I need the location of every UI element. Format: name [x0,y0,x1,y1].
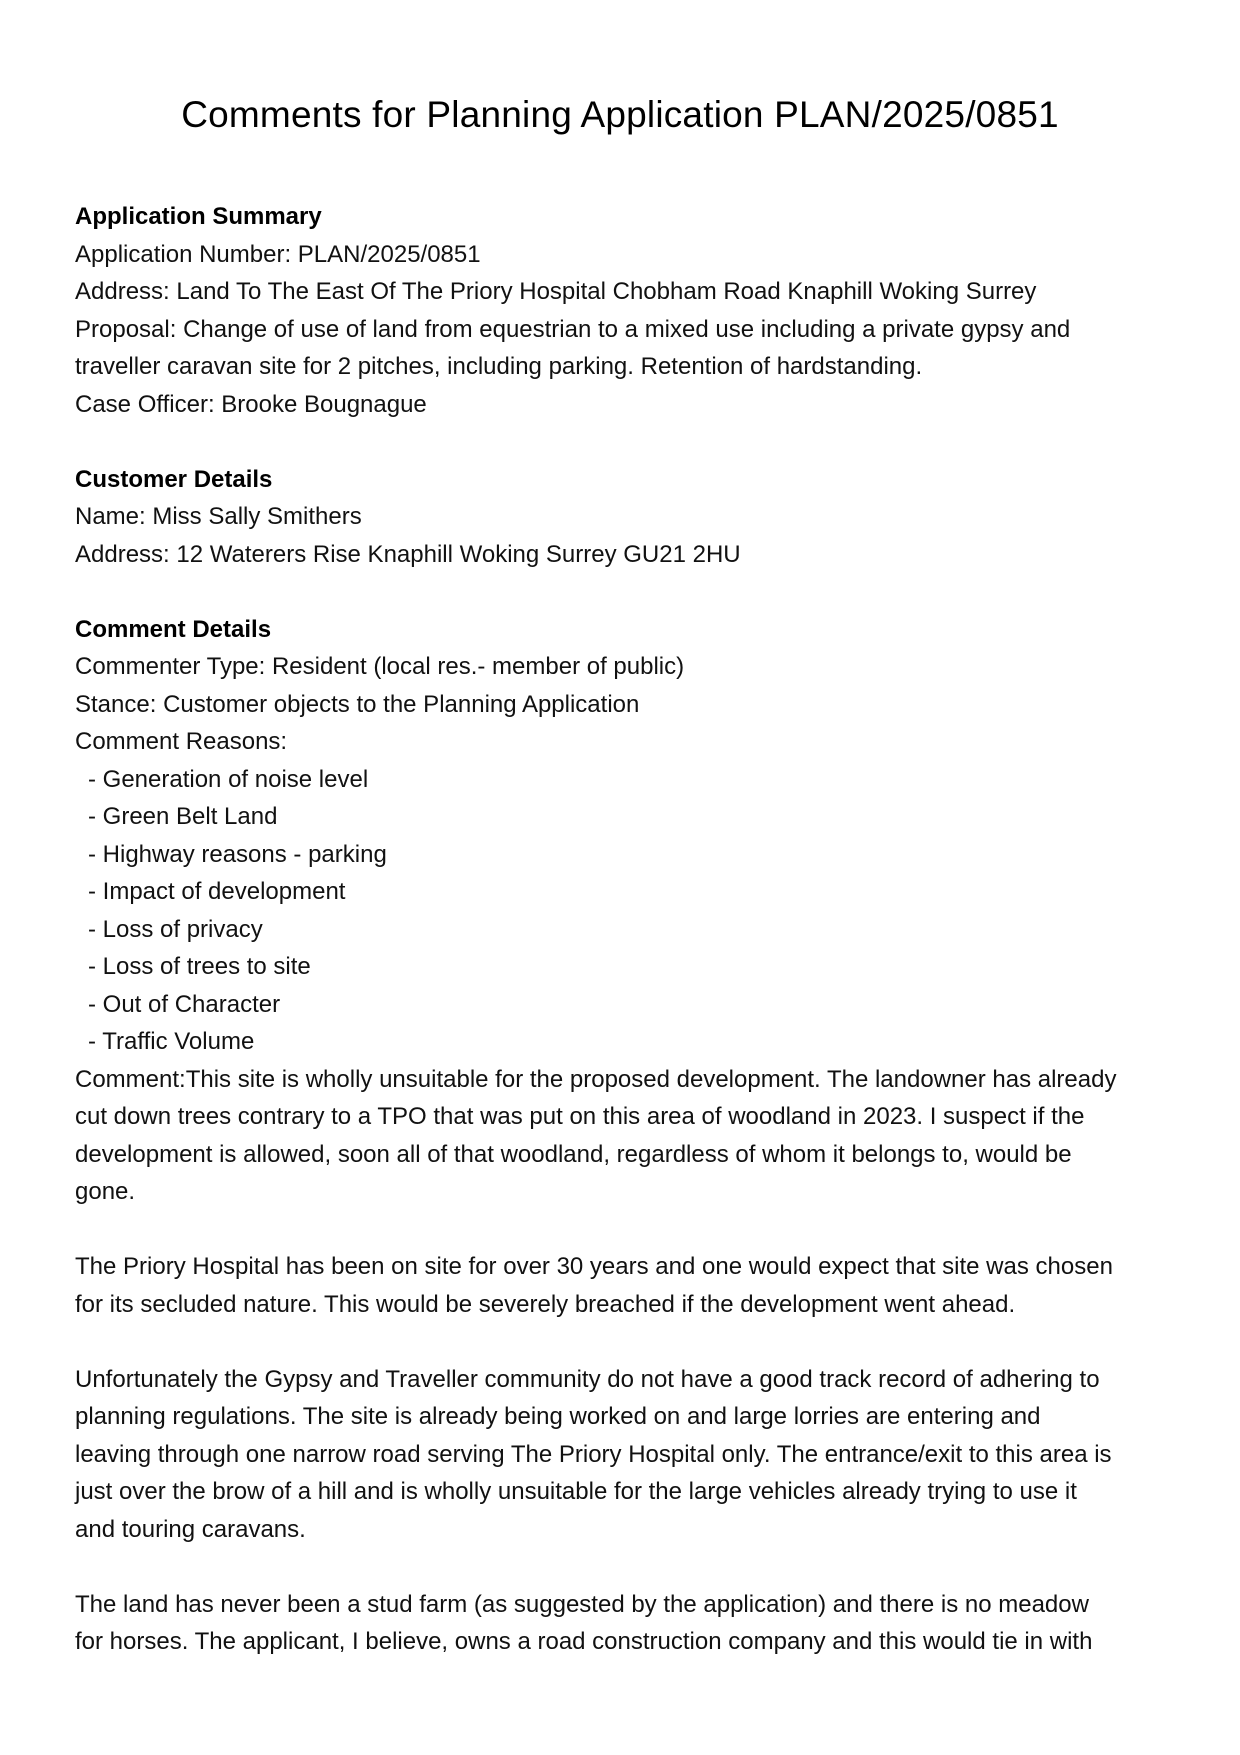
application-address-value: Land To The East Of The Priory Hospital Chobham Road Knaphill Woking Surrey [176,278,1037,305]
comment-text: This site is wholly unsuitable for the proposed development. The landowner has already [185,1065,1117,1093]
comment-line [75,1061,1175,1099]
proposal-value-line-2: traveller caravan site for 2 pitches, including parking. Retention of hardstanding. [75,353,923,380]
application-address-row [75,273,1175,311]
application-number-value: PLAN/2025/0851 [297,240,481,268]
comment-line: The land has never been a stud farm (as suggested by the application) and there is no meadow [75,1590,1089,1618]
stance-value: Customer objects to the Planning Application [163,690,640,718]
comment-paragraph-2 [75,1248,1175,1323]
application-address-label: Address: [75,278,177,305]
case-officer-value: Brooke Bougnague [221,390,427,418]
case-officer-row [75,386,1175,424]
list-item: - Loss of trees to site [88,953,311,980]
spacer [75,1211,1175,1249]
comment-details-heading: Comment Details [75,615,272,643]
application-summary-section [75,198,1175,423]
list-item: - Green Belt Land [88,803,278,830]
list-item: - Highway reasons - parking [88,840,387,868]
list-item: - Generation of noise level [88,765,369,793]
list-item: - Traffic Volume [88,1028,255,1055]
proposal-row [75,311,1175,349]
list-item: - Out of Character [88,990,281,1018]
spacer [75,423,1175,461]
comment-paragraph-3 [75,1361,1175,1549]
application-summary-heading: Application Summary [75,203,322,230]
comment-line: development is allowed, soon all of that woodland, regardless of whom it belongs to, would be [75,1140,1072,1168]
document-body [75,198,1175,1661]
customer-name-label: Name: [75,503,153,530]
comment-line: cut down trees contrary to a TPO that was put on this area of woodland in 2023. I suspect if the [75,1103,1085,1130]
comment-reasons-label: Comment Reasons: [75,728,288,755]
stance-row [75,686,1175,724]
list-item: - Impact of development [88,878,346,905]
commenter-type-row [75,648,1175,686]
spacer [75,573,1175,611]
customer-details-heading: Customer Details [75,465,273,493]
customer-address-label: Address: [75,540,177,568]
case-officer-label: Case Officer: [75,390,222,418]
customer-name-row [75,498,1175,536]
comment-line: gone. [75,1178,136,1205]
spacer [75,1548,1175,1586]
customer-address-value: 12 Waterers Rise Knaphill Woking Surrey GU21 2HU [176,540,741,568]
comment-paragraph-1 [75,1061,1175,1211]
proposal-value-line-1: Change of use of land from equestrian to a mixed use including a private gypsy and [183,315,1071,343]
comment-line: leaving through one narrow road serving The Priory Hospital only. The entrance/exit to this area is [75,1440,1112,1468]
commenter-type-value: Resident (local res.- member of public) [271,653,685,680]
customer-name-value: Miss Sally Smithers [152,503,362,530]
comment-details-section [75,611,1175,1661]
stance-label: Stance: [75,690,164,718]
application-number-label: Application Number: [75,240,298,268]
comment-paragraph-4 [75,1586,1175,1661]
comment-line: for horses. The applicant, I believe, owns a road construction company and this would tie in with [75,1628,1093,1655]
application-number-row [75,236,1175,274]
spacer [75,1323,1175,1361]
comment-line: The Priory Hospital has been on site for over 30 years and one would expect that site was chosen [75,1253,1113,1280]
list-item: - Loss of privacy [88,915,263,943]
customer-address-row [75,536,1175,574]
comment-reasons-list [75,761,1175,1061]
comment-label: Comment: [75,1065,186,1093]
comment-line: just over the brow of a hill and is wholly unsuitable for the large vehicles already trying to use it [75,1478,1077,1505]
comment-line: Unfortunately the Gypsy and Traveller community do not have a good track record of adhering to [75,1365,1100,1393]
comment-line: for its secluded nature. This would be severely breached if the development went ahead. [75,1290,1016,1318]
page-title: Comments for Planning Application PLAN/2025/0851 [181,94,1059,135]
commenter-type-label: Commenter Type: [75,653,272,680]
comment-line: planning regulations. The site is already being worked on and large lorries are entering and [75,1403,1041,1430]
proposal-label: Proposal: [75,315,184,343]
customer-details-section [75,461,1175,574]
comment-line: and touring caravans. [75,1515,306,1543]
